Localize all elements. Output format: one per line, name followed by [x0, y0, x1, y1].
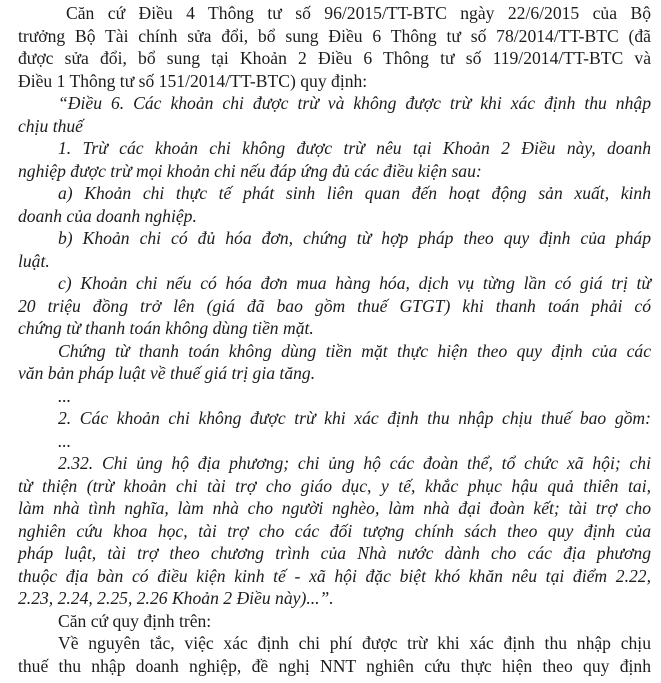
payment-docs-line-2: văn bản pháp luật về thuế giá trị gia tăng. [18, 363, 316, 383]
para-legal-basis-line-3: được sửa đổi, bổ sung tại Khoản 2 Điều 6 Thông tư số 119/2014/TT-BTC và [18, 48, 651, 68]
clause-1-line-2: nghiệp được trừ mọi khoản chi nếu đáp ứng đủ các điều kiện sau: [18, 160, 482, 181]
item-2-32-line-6: thuộc địa bàn có điều kiện kinh tế - xã hội đặc biệt khó khăn nêu tại điểm 2.22, [18, 565, 651, 586]
clause-2-line-1: 2. Các khoản chi không được trừ khi xác định thu nhập chịu thuế bao gồm: [58, 408, 651, 428]
item-c-line-2: 20 triệu đồng trở lên (giá đã bao gồm thuế GTGT) khi thanh toán phải có [18, 295, 651, 316]
item-2-32-line-3: làm nhà tình nghĩa, làm nhà cho người nghèo, làm nhà đại đoàn kết; tài trợ cho [18, 498, 651, 518]
item-a-line-2: doanh của doanh nghiệp. [18, 205, 197, 226]
item-c-line-1: c) Khoản chi nếu có hóa đơn mua hàng hóa, dịch vụ từng lần có giá trị từ [58, 273, 651, 293]
para-legal-basis-line-2: trưởng Bộ Tài chính sửa đổi, bổ sung Điều 6 Thông tư số 78/2014/TT-BTC (đã [18, 25, 651, 46]
item-b-line-1: b) Khoản chi có đủ hóa đơn, chứng từ hợp pháp theo quy định của pháp [58, 228, 651, 248]
item-2-32-line-5: pháp luật, tài trợ theo chương trình của Nhà nước dành cho các địa phương [18, 543, 651, 563]
item-c-line-3: chứng từ thanh toán không dùng tiền mặt. [18, 318, 314, 338]
ellipsis-2: ... [58, 430, 72, 451]
item-b-line-2: luật. [18, 250, 50, 271]
conclusion-line-2: thuế thu nhập doanh nghiệp, đề nghị NNT nghiên cứu thực hiện theo quy định [18, 655, 651, 676]
item-2-32-line-7: 2.23, 2.24, 2.25, 2.26 Khoản 2 Điều này)...”. [18, 588, 334, 608]
ellipsis-1: ... [58, 385, 72, 406]
payment-docs-line-1: Chứng từ thanh toán không dùng tiền mặt thực hiện theo quy định của các [58, 340, 651, 361]
conclusion-intro: Căn cứ quy định trên: [58, 610, 212, 631]
para-legal-basis-line-1: Căn cứ Điều 4 Thông tư số 96/2015/TT-BTC ngày 22/6/2015 của Bộ [66, 3, 651, 23]
clause-1-line-1: 1. Trừ các khoản chi không được trừ nêu tại Khoản 2 Điều này, doanh [58, 138, 651, 158]
item-a-line-1: a) Khoản chi thực tế phát sinh liên quan đến hoạt động sản xuất, kinh [58, 183, 651, 203]
para-legal-basis-line-4: Điều 1 Thông tư số 151/2014/TT-BTC) quy định: [18, 70, 368, 91]
item-2-32-line-2: từ thiện (trừ khoản chi tài trợ cho giáo dục, y tế, khắc phục hậu quả thiên tai, [18, 475, 651, 496]
item-2-32-line-1: 2.32. Chi ủng hộ địa phương; chi ủng hộ các đoàn thể, tổ chức xã hội; chi [58, 453, 651, 473]
item-2-32-line-4: nghiên cứu khoa học, tài trợ cho các đối tượng chính sách theo quy định của [18, 520, 651, 541]
article-6-title-line-2: chịu thuế [18, 115, 83, 136]
article-6-title-line-1: “Điều 6. Các khoản chi được trừ và không được trừ khi xác định thu nhập [58, 93, 651, 113]
conclusion-line-1: Về nguyên tắc, việc xác định chi phí được trừ khi xác định thu nhập chịu [58, 633, 651, 653]
